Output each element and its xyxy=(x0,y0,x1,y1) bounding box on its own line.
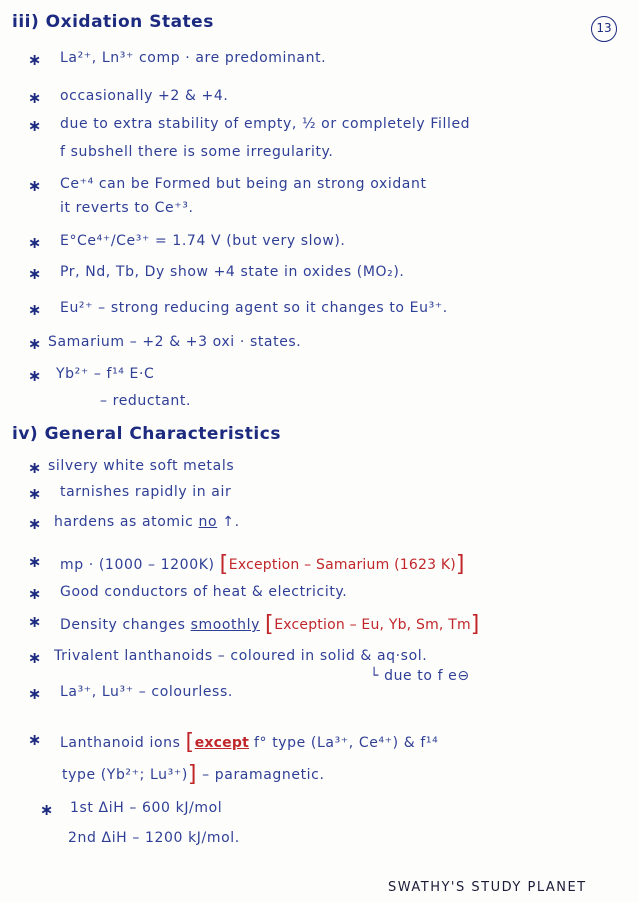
bullet-star: ∗ xyxy=(28,176,43,195)
bullet-star: ∗ xyxy=(28,612,43,631)
red-bracket-open: [ xyxy=(185,730,195,755)
red-bracket-close: ] xyxy=(455,552,466,577)
bullet-star: ∗ xyxy=(28,300,43,319)
red-bracket-close: ] xyxy=(470,612,480,637)
red-bracket-open: [ xyxy=(265,612,275,637)
notes-page: iii) Oxidation States 13 ∗ La²⁺, Ln³⁺ comp · are predominant. ∗ occasionally +2 & +4. ∗ due to extra stability of empty, ½ or completely Filled f subshell there is some irregularity. ∗ Ce⁺⁴ can be Formed but being an strong oxidant it reverts to Ce⁺³. ∗ E°Ce⁴⁺/Ce³⁺ = 1.74 V (but very slow). ∗ Pr, Nd, Tb, Dy show +4 state in oxides (MO₂). ∗ Eu²⁺ – strong reducing agent so it changes to Eu³⁺. ∗ Samarium – +2 & +3 oxi · states. ∗ Yb²⁺ – f¹⁴ E·C – reductant. iv) General Characteristics ∗ silvery white soft metals ∗ tarnishes rapidly in air ∗ hardens as atomic no ↑. ∗ mp · (1000 – 1200K) [Exception – Samarium (1623 K)] ∗ Good conductors of heat & electricity. ∗ Density changes smoothly [Exception – Eu, Yb, Sm, Tm] ∗ Trivalent lanthanoids – coloured in solid & aq·sol. └ due to f e⊖ ∗ La³⁺, Lu³⁺ – colourless. ∗ Lanthanoid ions [except f° type (La³⁺, Ce⁴⁺) & f¹⁴ type (Yb²⁺; Lu³⁺)] – paramagnetic. ∗ 1st ΔiH – 600 kJ/mol 2nd ΔiH – 1200 kJ/mol. SWATHY'S STUDY PLANET xyxy=(0,0,638,902)
bullet-star: ∗ xyxy=(28,684,43,703)
bullet-star: ∗ xyxy=(28,334,43,353)
bullet-star: ∗ xyxy=(28,648,43,667)
bullet-star: ∗ xyxy=(28,366,43,385)
footer-brand: SWATHY'S STUDY PLANET xyxy=(388,880,587,895)
bullet-star: ∗ xyxy=(28,552,43,571)
bullet-star: ∗ xyxy=(28,88,43,107)
red-bracket-close: ] xyxy=(187,762,198,787)
heading-general-characteristics: iv) General Characteristics xyxy=(12,424,281,444)
red-bracket-open: [ xyxy=(219,552,229,577)
heading-oxidation-states: iii) Oxidation States xyxy=(12,12,214,32)
bullet-star: ∗ xyxy=(28,233,43,252)
bullet-star: ∗ xyxy=(28,584,43,603)
bullet-star: ∗ xyxy=(40,800,55,819)
bullet-star: ∗ xyxy=(28,458,43,477)
bullet-star: ∗ xyxy=(28,116,43,135)
bullet-star: ∗ xyxy=(28,514,43,533)
page-number: 13 xyxy=(591,16,617,42)
bullet-star: ∗ xyxy=(28,264,43,283)
bullet-star: ∗ xyxy=(28,484,43,503)
bullet-star: ∗ xyxy=(28,50,43,69)
bullet-star: ∗ xyxy=(28,730,43,749)
